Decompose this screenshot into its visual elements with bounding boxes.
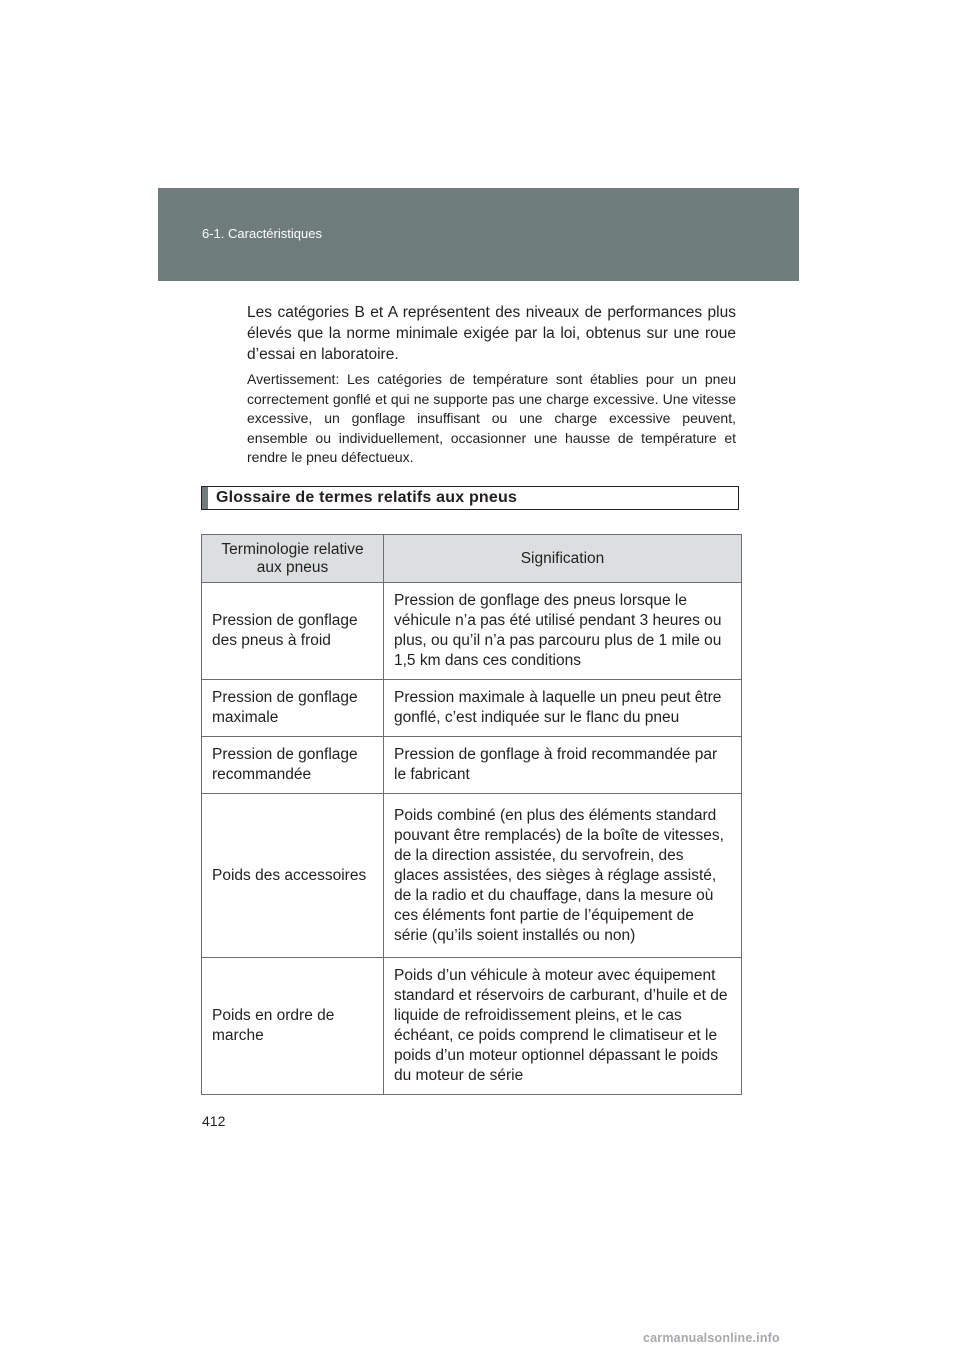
warning-paragraph: Avertissement: Les catégories de température sont établies pour un pneu correctement gonflé et qui ne supporte pas une charge excessive. Une vitesse excessive, un gonflage insuffisant ou une charge excessive peuvent, ensemble ou individuellement, occasionner une hausse de température et rendre le pneu défectueux. <box>247 371 736 465</box>
glossary-title: Glossaire de termes relatifs aux pneus <box>216 489 518 506</box>
section-label: 6-1. Caractéristiques <box>202 226 322 241</box>
column-header-meaning: Signification <box>384 535 742 583</box>
performance-paragraph: Les catégories B et A représentent des niveaux de performances plus élevés que la norme minimale exigée par la loi, obtenus sur une roue d’essai en laboratoire. <box>247 304 736 363</box>
meaning-cell: Pression de gonflage des pneus lorsque le véhicule n’a pas été utilisé pendant 3 heures ou plus, ou qu’il n’a pas parcouru plus de 1 mile ou 1,5 km dans ces conditions <box>384 583 742 680</box>
table-row <box>202 680 742 737</box>
meaning-cell: Poids d’un véhicule à moteur avec équipement standard et réservoirs de carburant, d’huile et de liquide de refroidissement pleins, et le cas échéant, ce poids comprend le climatiseur et le poids d’un moteur optionnel dépassant le poids du moteur de série <box>384 958 742 1095</box>
table-row <box>202 958 742 1095</box>
glossary-heading <box>201 486 739 510</box>
meaning-cell: Poids combiné (en plus des éléments standard pouvant être remplacés) de la boîte de vitesses, de la direction assistée, du servofrein, des glaces assistées, des sièges à réglage assisté, de la radio et du chauffage, dans la mesure où ces éléments font partie de l’équipement de série (qu’ils soient installés ou non) <box>384 794 742 958</box>
column-header-term: Terminologie relative aux pneus <box>202 535 384 583</box>
table-row <box>202 583 742 680</box>
term-cell: Poids des accessoires <box>202 794 384 958</box>
term-cell: Pression de gonflage des pneus à froid <box>202 583 384 680</box>
term-cell: Pression de gonflage recommandée <box>202 737 384 794</box>
heading-marker <box>202 487 208 509</box>
meaning-cell: Pression maximale à laquelle un pneu peut être gonflé, c’est indiquée sur le flanc du pneu <box>384 680 742 737</box>
table-row <box>202 737 742 794</box>
table-row <box>202 794 742 958</box>
table-header-row <box>202 535 742 583</box>
page-number: 412 <box>202 1113 226 1129</box>
glossary-table <box>201 534 742 1095</box>
term-cell: Pression de gonflage maximale <box>202 680 384 737</box>
watermark: carmanualsonline.info <box>643 1331 780 1345</box>
meaning-cell: Pression de gonflage à froid recommandée par le fabricant <box>384 737 742 794</box>
term-cell: Poids en ordre de marche <box>202 958 384 1095</box>
